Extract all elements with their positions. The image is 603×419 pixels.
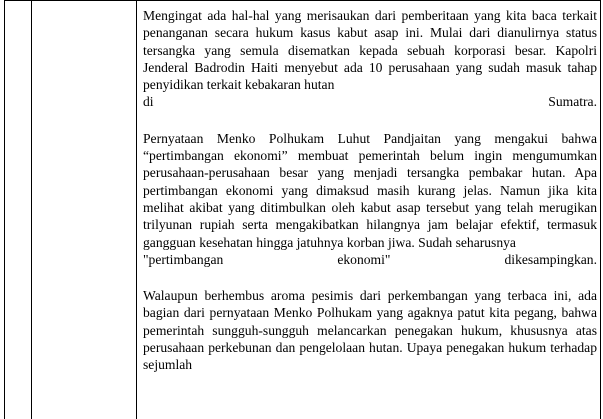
paragraph-1	[143, 7, 597, 111]
paragraph-3	[143, 287, 597, 373]
table-column-divider-2	[136, 0, 137, 419]
paragraph-2-body: Pernyataan Menko Polhukam Luhut Pandjaitan yang mengakui bahwa “pertimbangan ekonomi” membuat pemerintah belum ingin mengumumkan perusahaan-perusahaan besar yang menjadi tersangka pembakar hutan. Apa pertimbangan ekonomi yang dimaksud masih kurang jelas. Namun jika kita melihat akibat yang ditimbulkan oleh kabut asap tersebut yang telah merugikan trilyunan rupiah serta mengakibatkan hilangnya jam belajar efektif, termasuk gangguan kesehatan hingga jatuhnya korban jiwa. Sudah seharusnya	[143, 130, 597, 250]
table-column-divider-1	[31, 0, 32, 419]
paragraph-3-body: Walaupun berhembus aroma pesimis dari perkembangan yang terbaca ini, ada bagian dari pernyataan Menko Polhukam yang agaknya patut kita pegang, bahwa pemerintah sungguh-sungguh melancarkan penegakan hukum, khususnya atas perusahaan perkebunan dan pengelolaan hutan. Upaya penegakan hukum terhadap sejumlah	[143, 288, 597, 373]
table-top-border	[4, 0, 601, 1]
paragraph-2	[143, 130, 597, 268]
paragraph-2-tail: "pertimbangan ekonomi" dikesampingkan.	[143, 251, 597, 267]
paragraph-1-body: Mengingat ada hal-hal yang merisaukan dari pemberitaan yang kita baca terkait penanganan secara hukum kasus kabut asap ini. Mulai dari dianulirnya status tersangka yang semula disematkan kepada sebuah korporasi besar. Kapolri Jenderal Badrodin Haiti menyebut ada 10 perusahaan yang sudah masuk tahap penyidikan terkait kebakaran hutan	[143, 8, 597, 93]
paragraph-1-tail: di Sumatra.	[143, 94, 597, 110]
table-border-left	[4, 0, 5, 419]
text-cell	[143, 7, 597, 393]
table-border-right	[600, 0, 601, 419]
